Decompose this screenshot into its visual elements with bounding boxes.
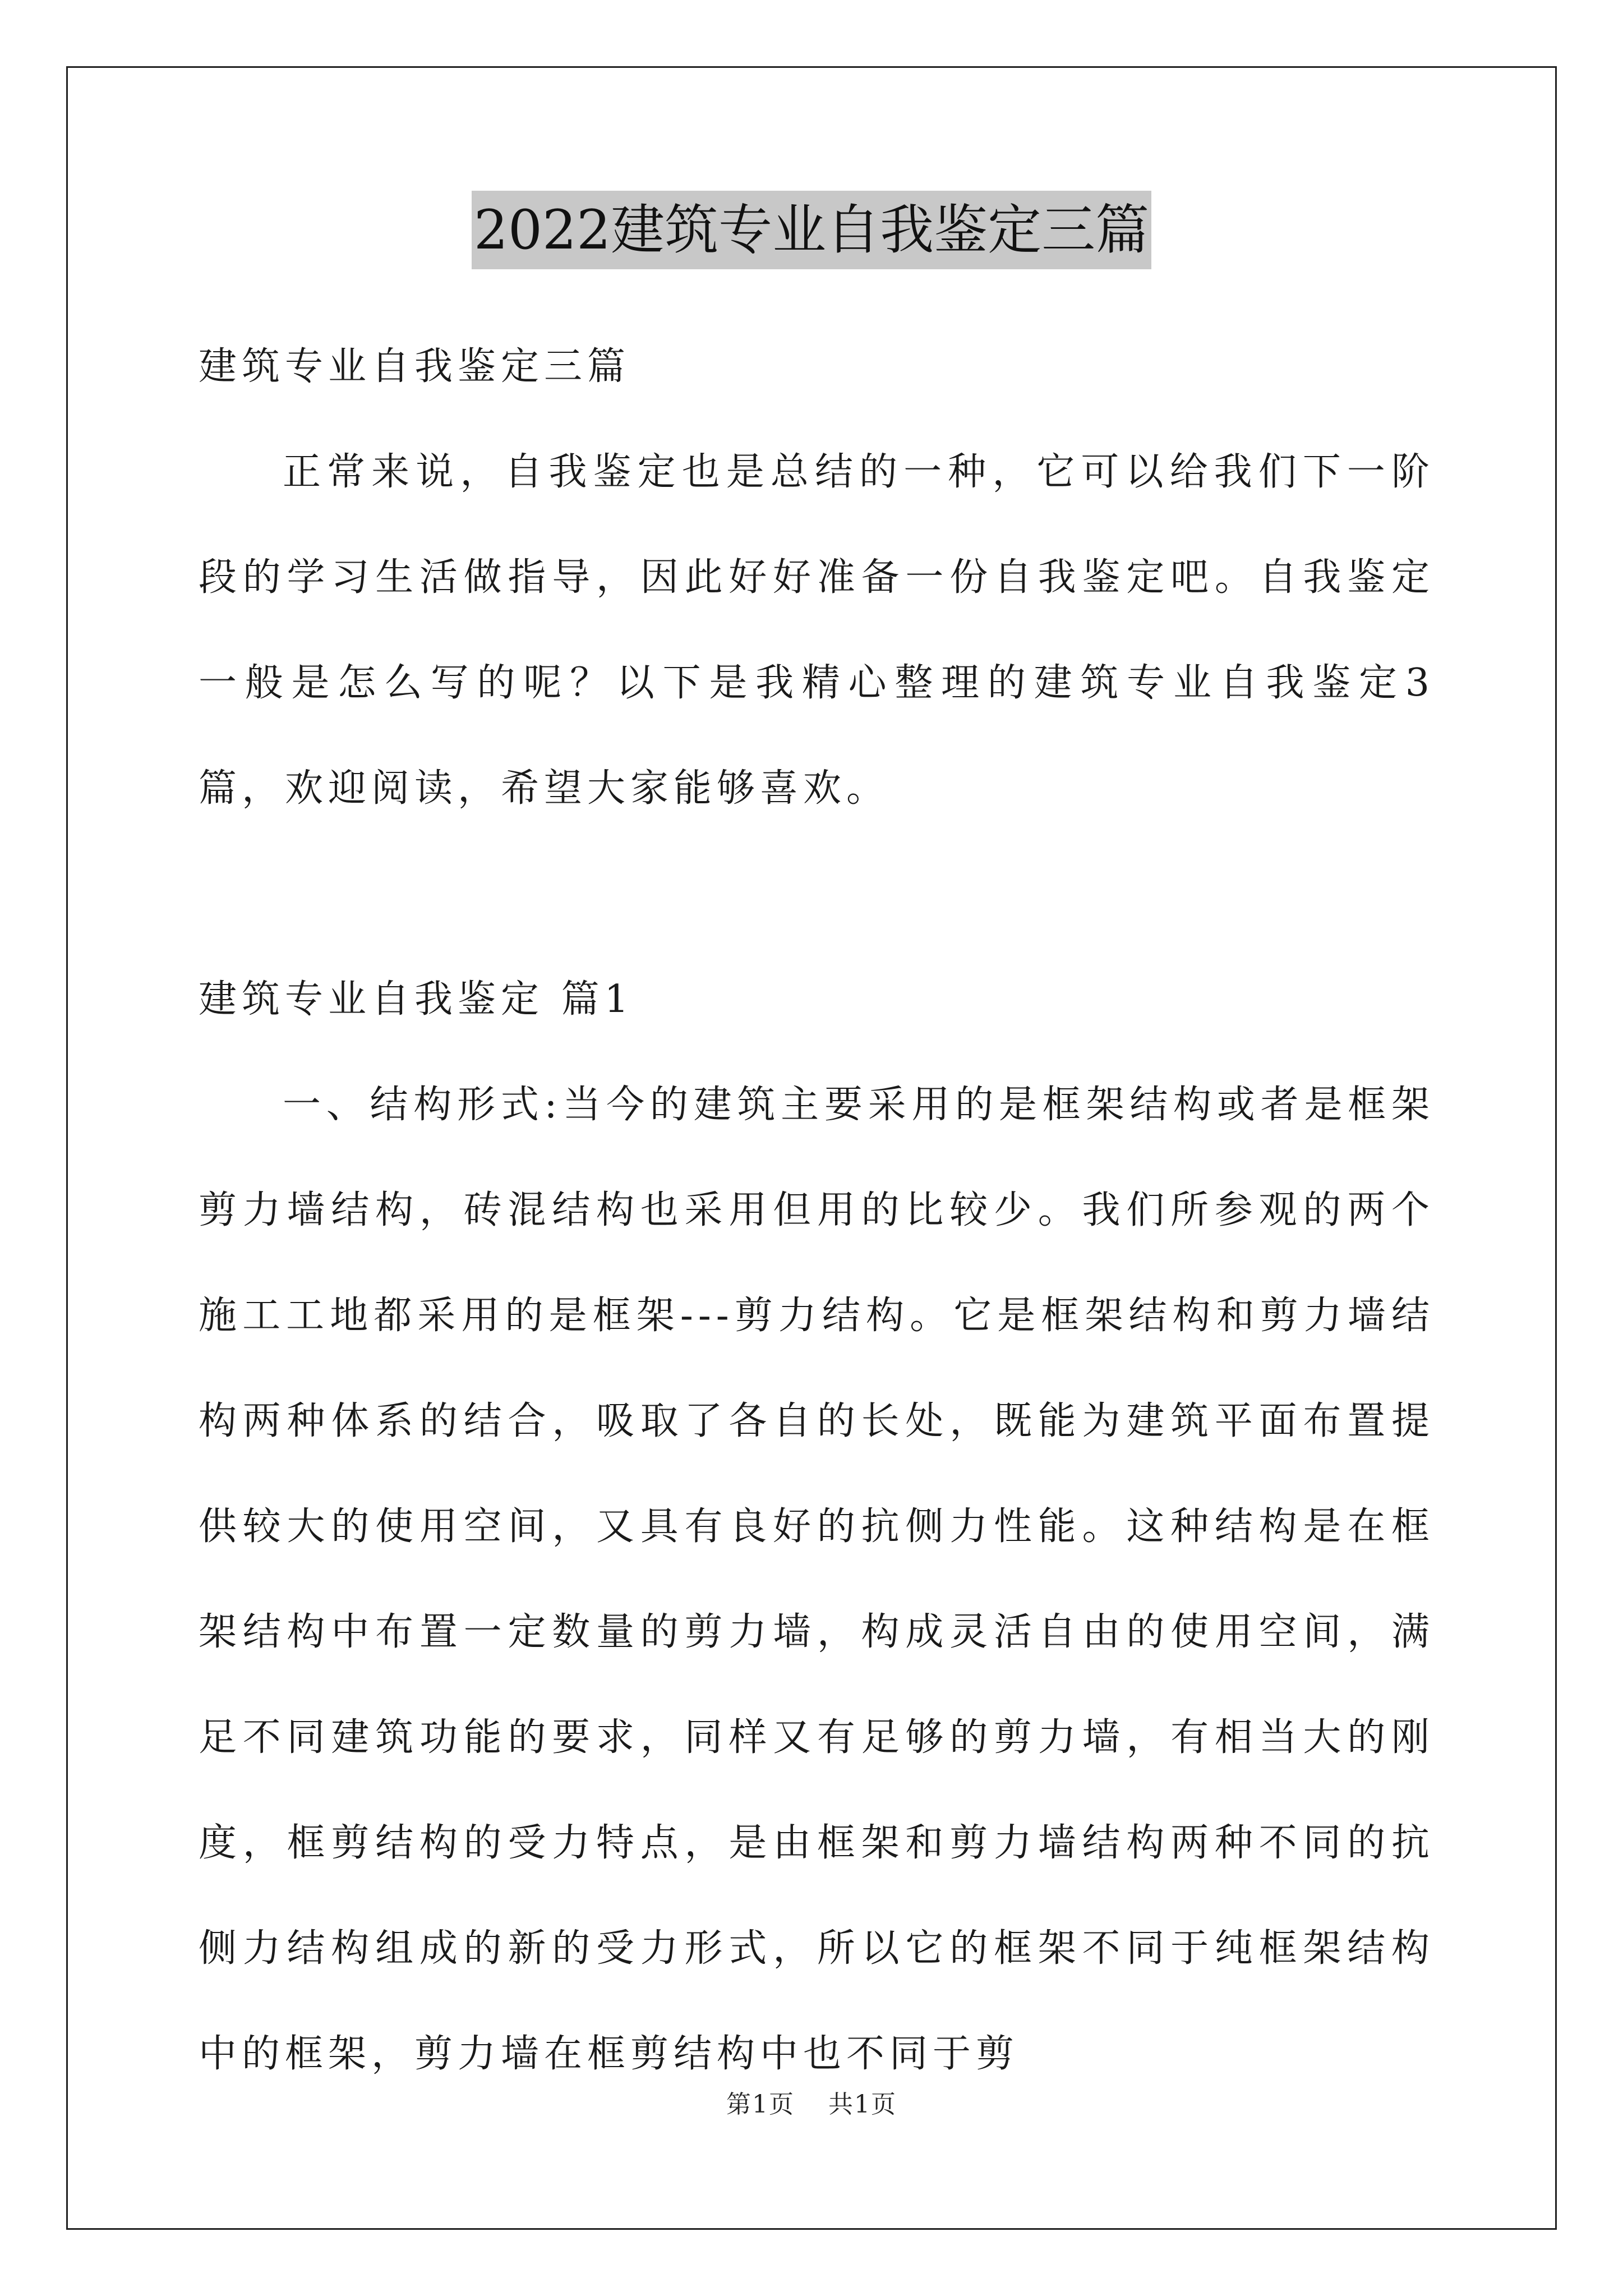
document-body	[199, 314, 1435, 2107]
document-title-text: 2022建筑专业自我鉴定三篇	[472, 191, 1151, 269]
document-subtitle: 建筑专业自我鉴定三篇	[199, 344, 631, 389]
section-paragraph: 一、结构形式:当今的建筑主要采用的是框架结构或者是框架剪力墙结构，砖混结构也采用但用的比较少。我们所参观的两个施工工地都采用的是框架---剪力结构。它是框架结构和剪力墙结构两种体系的结合，吸取了各自的长处，既能为建筑平面布置提供较大的使用空间，又具有良好的抗侧力性能。这种结构是在框架结构中布置一定数量的剪力墙，构成灵活自由的使用空间，满足不同建筑功能的要求，同样又有足够的剪力墙，有相当大的刚度，框剪结构的受力特点，是由框架和剪力墙结构两种不同的抗侧力结构组成的新的受力形式，所以它的框架不同于纯框架结构中的框架，剪力墙在框剪结构中也不同于剪	[199, 1083, 1435, 2076]
page-total: 共1页	[828, 2090, 897, 2119]
section-heading: 建筑专业自我鉴定 篇1	[199, 977, 634, 1022]
paragraph-spacer	[199, 841, 1435, 947]
document-title	[0, 191, 1623, 269]
page-number: 第1页	[726, 2090, 795, 2119]
intro-paragraph: 正常来说，自我鉴定也是总结的一种，它可以给我们下一阶段的学习生活做指导，因此好好准备一份自我鉴定吧。自我鉴定一般是怎么写的呢？以下是我精心整理的建筑专业自我鉴定3篇，欢迎阅读，希望大家能够喜欢。	[199, 450, 1435, 811]
page-footer	[0, 2084, 1623, 2120]
